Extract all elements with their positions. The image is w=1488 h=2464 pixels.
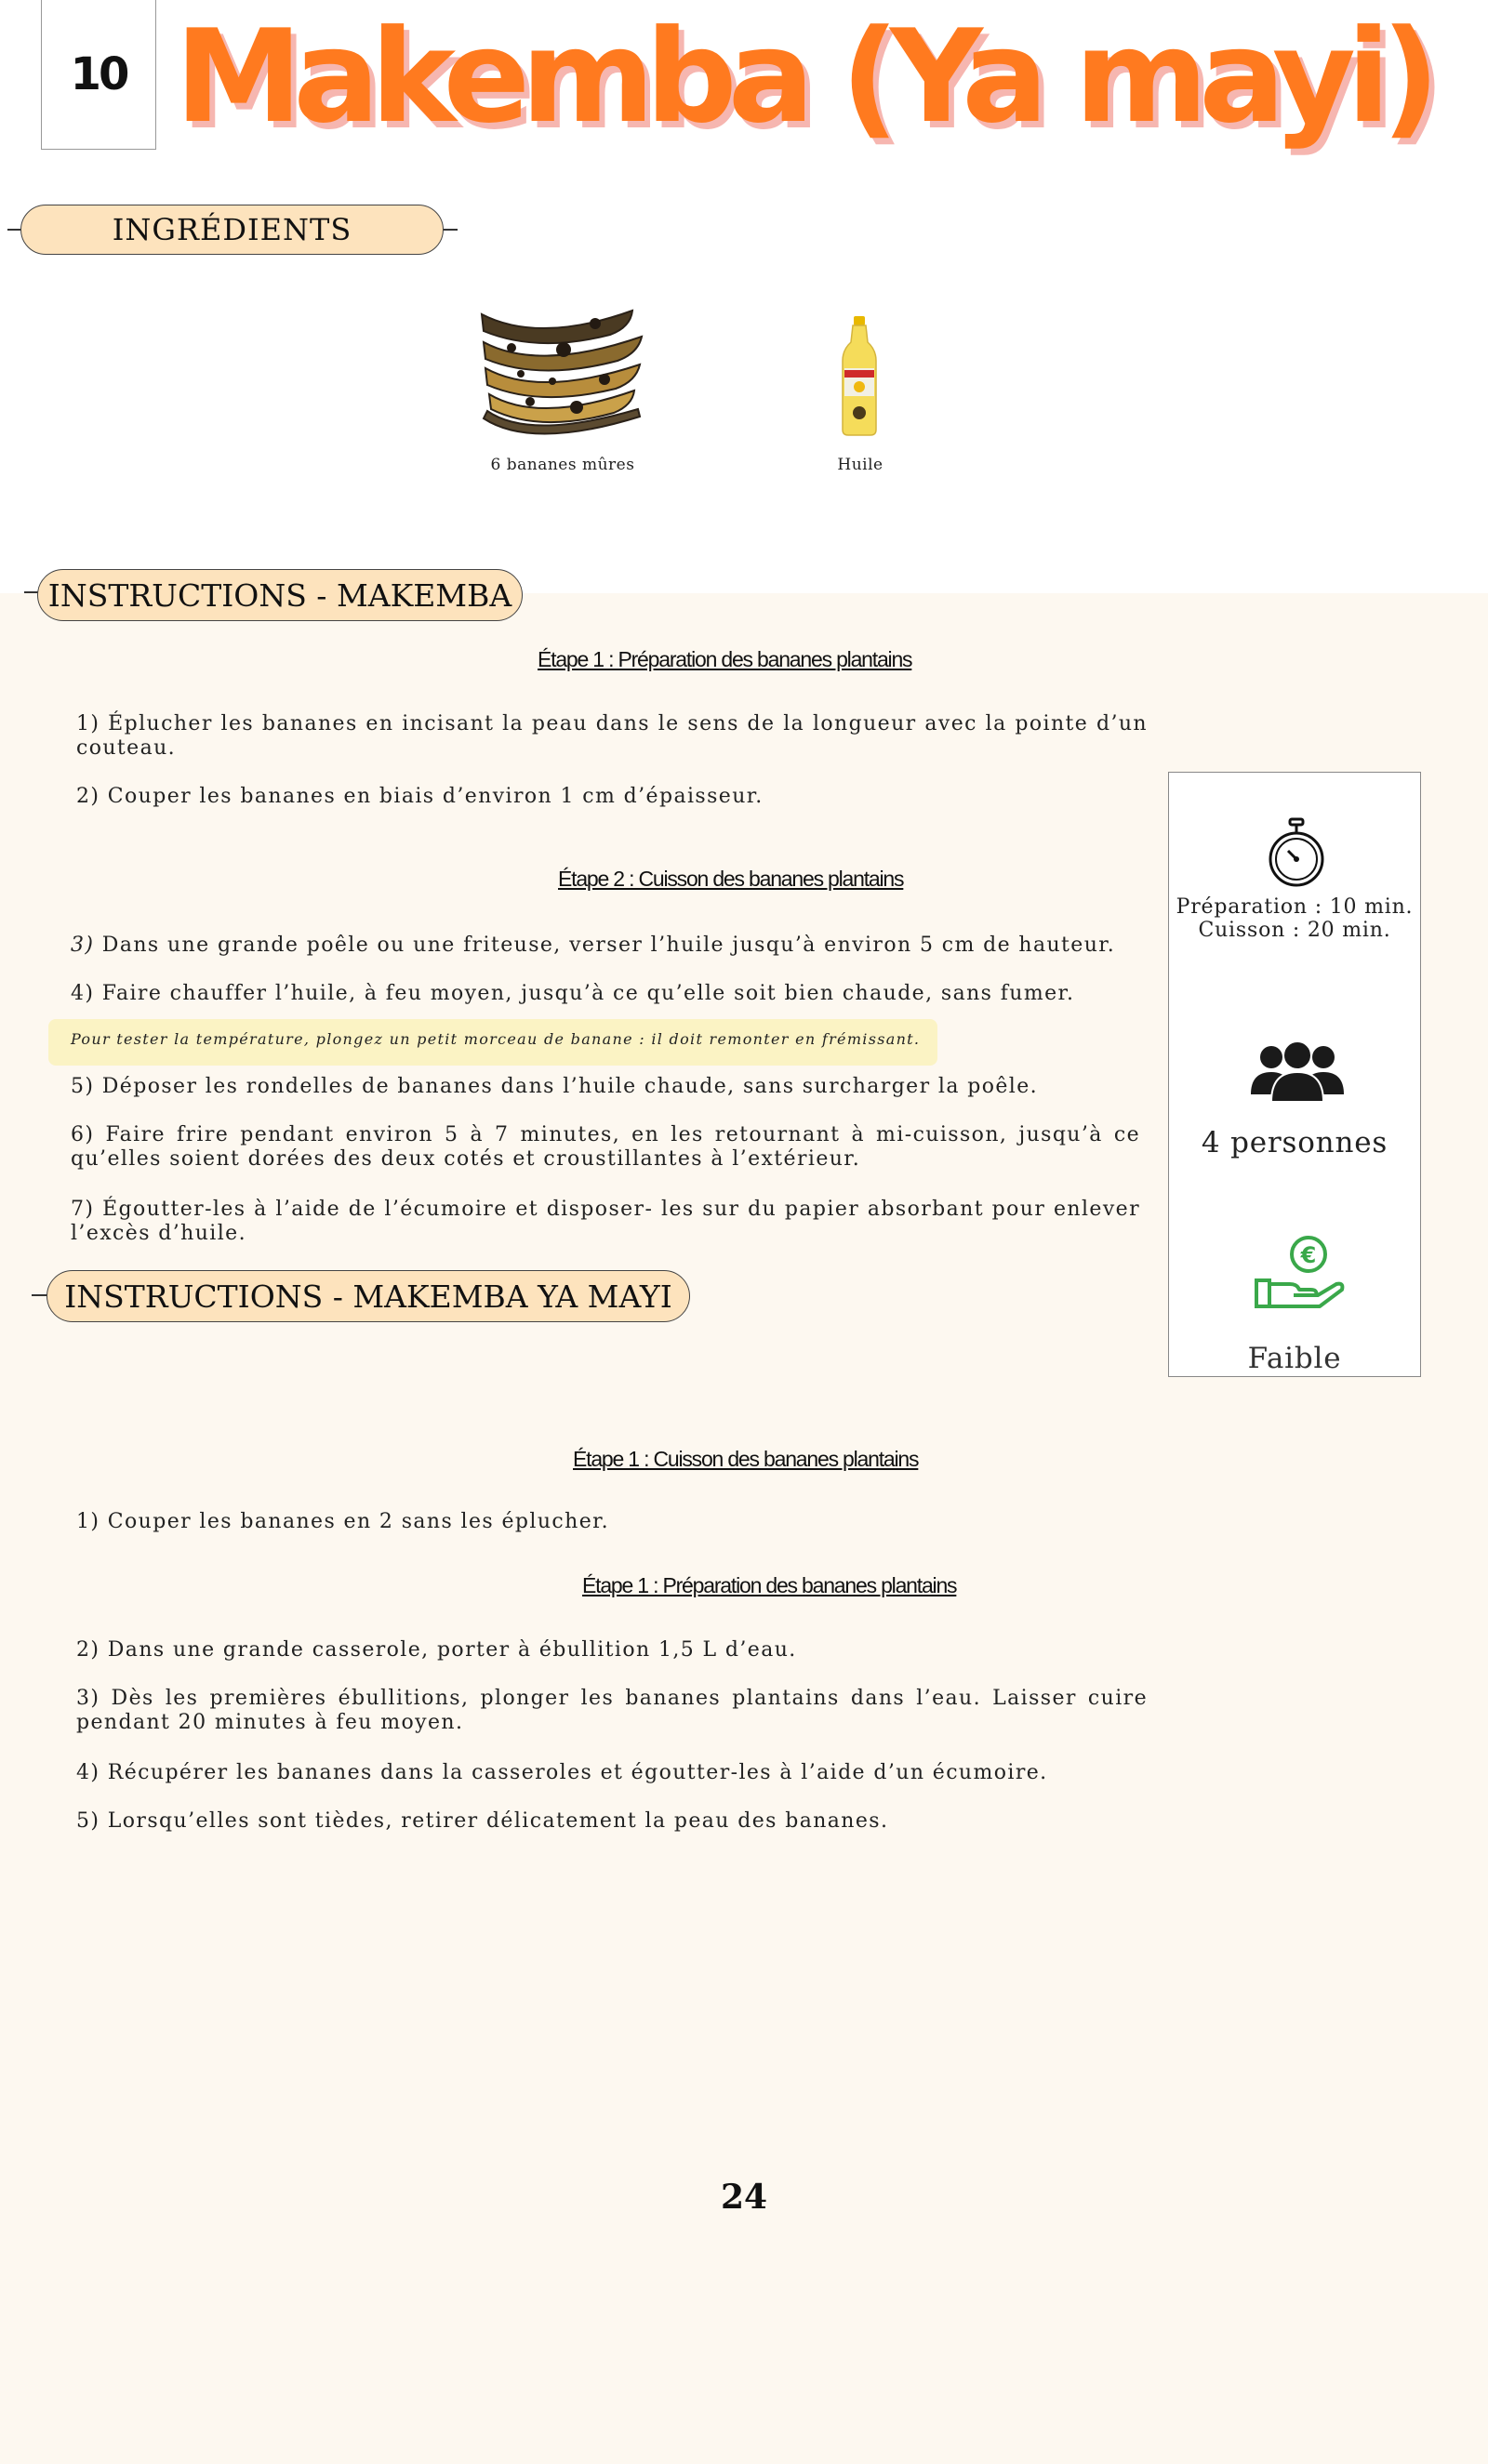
ingredients-heading: INGRÉDIENTS [20, 205, 444, 255]
instruction-step: 6) Faire frire pendant environ 5 à 7 minutes, en les retournant à mi-cuisson, jusqu’à ce qu’elles soient dorées des deux cotés et croustillantes à l’extérieur. [71, 1123, 1140, 1171]
instruction-step: 4) Récupérer les bananes dans la casseroles et égoutter-les à l’aide d’un écumoire. [76, 1761, 1048, 1784]
recipe-number: 10 [41, 0, 156, 150]
instruction-step: 2) Couper les bananes en biais d’environ 1 cm d’épaisseur. [76, 785, 764, 808]
svg-text:€: € [1300, 1242, 1317, 1268]
euro-hand-icon [1253, 1236, 1346, 1312]
cost-level: Faible [1247, 1342, 1342, 1375]
servings: 4 personnes [1201, 1126, 1388, 1159]
page-number: 24 [720, 2178, 768, 2217]
instruction-step: 1) Couper les bananes en 2 sans les éplucher. [76, 1510, 610, 1533]
cook-time: Cuisson : 20 min. [1198, 919, 1391, 942]
tip-text: Pour tester la température, plongez un petit morceau de banane : il doit remonter en frémissant. [71, 1030, 921, 1048]
instruction-step: 2) Dans une grande casserole, porter à ébullition 1,5 L d’eau. [76, 1638, 797, 1662]
instruction-step: 3) Dans une grande poêle ou une friteuse, verser l’huile jusqu’à environ 5 cm de hauteur. [71, 934, 1116, 957]
ingredient-label: Huile [837, 456, 884, 474]
makemba-heading: INSTRUCTIONS - MAKEMBA [37, 569, 523, 621]
instruction-step: 3) Dès les premières ébullitions, plonger les bananes plantains dans l’eau. Laisser cuire pendant 20 minutes à feu moyen. [76, 1687, 1148, 1734]
instruction-step: 7) Égoutter-les à l’aide de l’écumoire et disposer- les sur du papier absorbant pour enlever l’excès d’huile. [71, 1198, 1140, 1245]
recipe-title: Makemba (Ya mayi) [175, 2, 1431, 152]
recipe-info-box [1168, 772, 1421, 1377]
oil-bottle-image [839, 316, 880, 437]
plantain-bananas-image [474, 305, 651, 443]
instruction-step: 1) Éplucher les bananes en incisant la peau dans le sens de la longueur avec la pointe d’un couteau. [76, 712, 1148, 760]
prep-time: Préparation : 10 min. [1176, 895, 1414, 919]
stopwatch-icon [1268, 817, 1325, 888]
step-title: Étape 1 : Préparation des bananes plantains [582, 1573, 957, 1597]
ingredient-label: 6 bananes mûres [490, 456, 635, 474]
step-title: Étape 2 : Cuisson des bananes plantains [558, 867, 904, 891]
makemba-ya-mayi-heading: INSTRUCTIONS - MAKEMBA YA MAYI [46, 1270, 690, 1322]
instruction-step: 5) Déposer les rondelles de bananes dans l’huile chaude, sans surcharger la poêle. [71, 1075, 1039, 1098]
people-icon [1251, 1040, 1344, 1104]
instruction-step: 5) Lorsqu’elles sont tièdes, retirer délicatement la peau des bananes. [76, 1809, 889, 1833]
step-title: Étape 1 : Préparation des bananes plantains [538, 647, 912, 671]
step-title: Étape 1 : Cuisson des bananes plantains [573, 1447, 919, 1471]
instruction-step: 4) Faire chauffer l’huile, à feu moyen, jusqu’à ce qu’elle soit bien chaude, sans fumer. [71, 982, 1075, 1005]
